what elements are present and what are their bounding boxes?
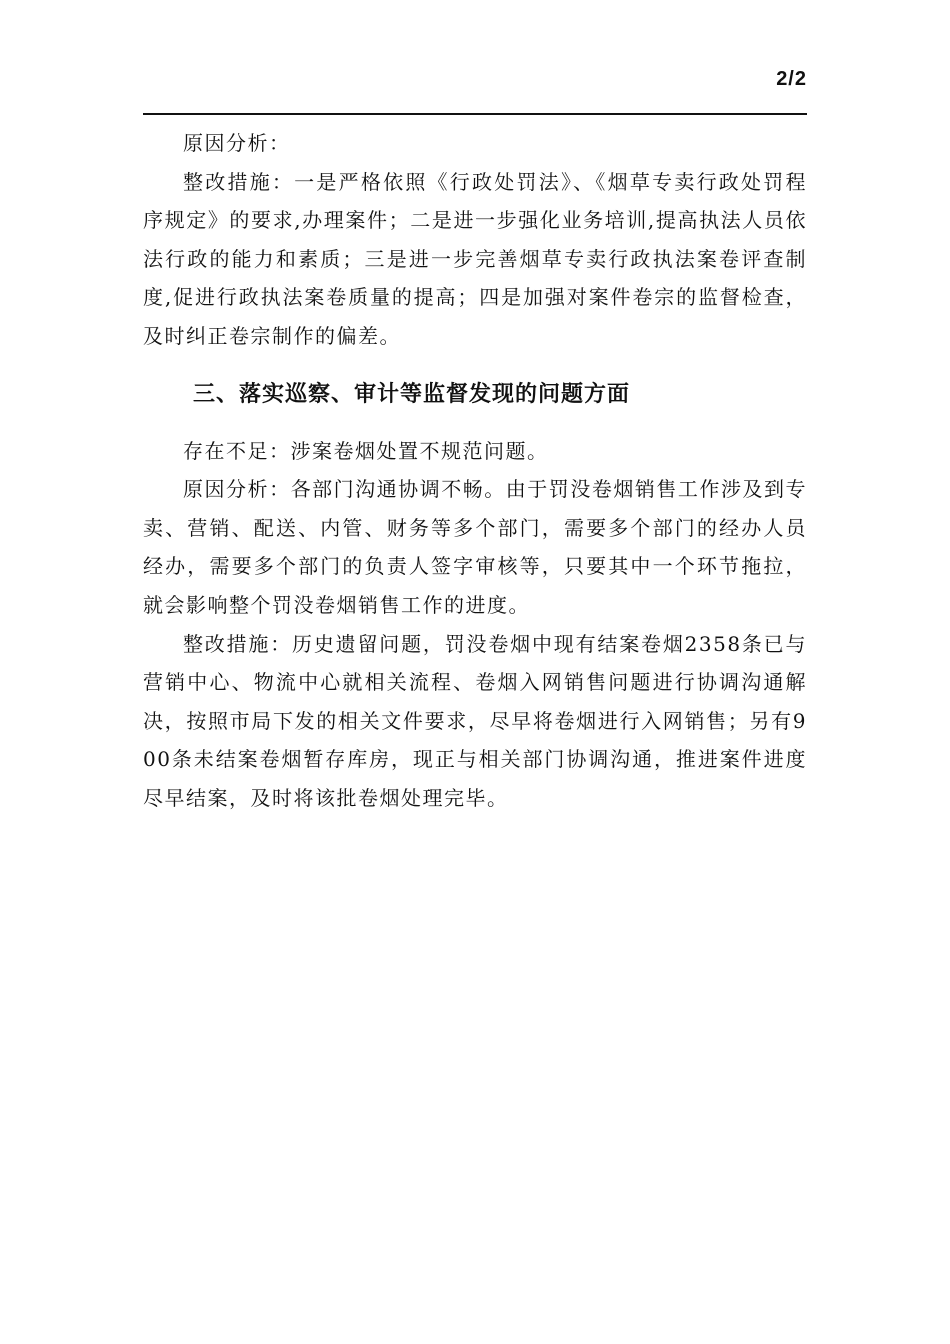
page-number: 2/2	[776, 68, 807, 90]
section-heading-3: 三、落实巡察、审计等监督发现的问题方面	[193, 381, 631, 407]
paragraph-cause-analysis: 原因分析：	[183, 131, 291, 155]
paragraph-rectification-measures: 整改措施：一是严格依照《行政处罚法》、《烟草专卖行政处罚程序规定》的要求,办理案件；二是进一步强化业务培训,提高执法人员依法行政的能力和素质；三是进一步完善烟草专卖行政执法案卷评查制度,促进行政执法案卷质量的提高；四是加强对案件卷宗的监督检查，及时纠正卷宗制作的偏差。	[143, 169, 807, 348]
document-body	[143, 124, 807, 818]
paragraph-rectification-measures-2: 整改措施：历史遗留问题，罚没卷烟中现有结案卷烟2358条已与营销中心、物流中心就相关流程、卷烟入网销售问题进行协调沟通解决，按照市局下发的相关文件要求，尽早将卷烟进行入网销售；另有900条未结案卷烟暂存库房，现正与相关部门协调沟通，推进案件进度尽早结案，及时将该批卷烟处理完毕。	[143, 631, 807, 810]
paragraph-shortcoming: 存在不足：涉案卷烟处置不规范问题。	[183, 438, 549, 463]
header-rule	[143, 113, 807, 115]
paragraph-cause-analysis-2: 原因分析：各部门沟通协调不畅。由于罚没卷烟销售工作涉及到专卖、营销、配送、内管、财务等多个部门，需要多个部门的经办人员经办，需要多个部门的负责人签字审核等，只要其中一个环节拖拉，就会影响整个罚没卷烟销售工作的进度。	[143, 477, 807, 617]
